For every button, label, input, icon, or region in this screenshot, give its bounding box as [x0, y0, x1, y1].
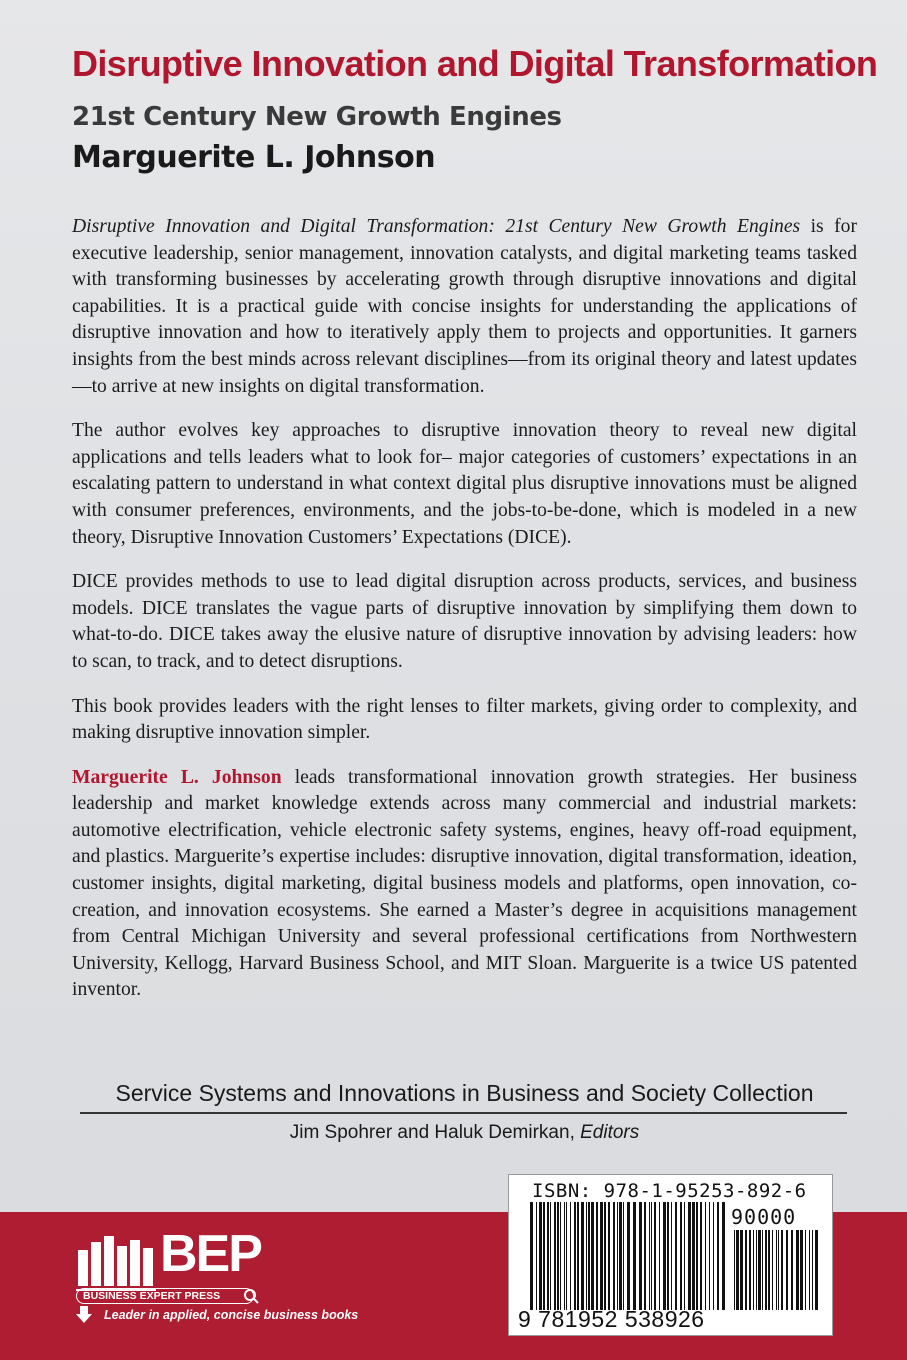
description-title-italic: Disruptive Innovation and Digital Transformation: 21st Century New Growth Engines [72, 216, 801, 237]
publisher-name: BUSINESS EXPERT PRESS [76, 1288, 254, 1304]
barcode-main-bars [530, 1202, 726, 1310]
barcode-bar [560, 1202, 561, 1310]
barcode-bar [684, 1202, 685, 1310]
barcode-bar [800, 1230, 803, 1310]
isbn-label: ISBN: 978-1-95253-892-6 [532, 1180, 807, 1202]
barcode-bar [604, 1202, 606, 1310]
barcode-bar [530, 1202, 533, 1310]
barcode-bar [762, 1230, 763, 1310]
collection-name: Service Systems and Innovations in Business and Society Collection [115, 1080, 814, 1106]
barcode-bar [554, 1202, 556, 1310]
publisher-tagline: Leader in applied, concise business books [104, 1308, 359, 1322]
barcode-bar [564, 1202, 565, 1310]
barcode-bar [570, 1202, 571, 1310]
description-paragraph-2: The author evolves key approaches to disruptive innovation theory to reveal new digital applications and tells leaders what to look for– major categories of customers’ expectations in an escalating pattern to understand in what context digital plus disruptive innovations must be aligned with consumer preferences, environments, and the jobs-to-be-done, which is modeled in a new theory, Disruptive Innovation Customers’ Expectations (DICE). [72, 420, 857, 548]
barcode-bar [772, 1230, 773, 1310]
barcode-bar [749, 1230, 751, 1310]
barcode-bar [740, 1230, 743, 1310]
barcode-bar [696, 1202, 698, 1310]
description-paragraph-1 [72, 214, 857, 400]
barcode-bar [608, 1202, 610, 1310]
barcode-bar [778, 1230, 779, 1310]
bio-author-name: Marguerite L. Johnson [72, 766, 282, 788]
barcode-bar [680, 1202, 682, 1310]
author-name: Marguerite L. Johnson [72, 140, 436, 175]
book-description [72, 214, 857, 1022]
barcode-bar [577, 1202, 579, 1310]
barcode-bar [550, 1202, 551, 1310]
barcode-bar [557, 1202, 559, 1310]
barcode-bar [736, 1230, 739, 1310]
barcode-bar [688, 1202, 691, 1310]
barcode-bar [671, 1202, 672, 1310]
barcode-bar [805, 1230, 806, 1310]
barcode-bar [547, 1202, 549, 1310]
barcode-bar [667, 1202, 669, 1310]
collection-editors [72, 1122, 857, 1144]
barcode-bar [581, 1202, 584, 1310]
barcode-bar [539, 1202, 542, 1310]
barcode-bar [623, 1202, 624, 1310]
book-title: Disruptive Innovation and Digital Transformation [72, 43, 878, 84]
description-paragraph-3: DICE provides methods to use to lead digital disruption across products, services, and business models. DICE translates the vague parts of disruptive innovation by simplifying them down to what-to-do. DICE takes away the elusive nature of disruptive innovation by advising leaders: how to scan, to track, and to detect disruptions. [72, 571, 857, 672]
barcode-bar [745, 1230, 747, 1310]
editors-names: Jim Spohrer and Haluk Demirkan, [289, 1122, 581, 1143]
barcode-bar [713, 1202, 714, 1310]
barcode-price-code: 90000 [731, 1205, 797, 1229]
barcode-bar [654, 1202, 656, 1310]
barcode-bar [768, 1230, 770, 1310]
collection-divider [80, 1112, 847, 1114]
description-paragraph-1-text: is for executive leadership, senior management, innovation catalysts, and digital marketing teams tasked with transforming businesses by accelerating growth through disruptive innovations and digital capabilities. It is a practical guide with concise insights for understanding the applications of disruptive innovation and how to iteratively apply them to projects and opportunities. It garners insights from the best minds across relevant disciplines—from its original theory and latest updates—to arrive at new insights on digital transformation. [72, 216, 857, 397]
barcode-digits: 9 781952 538926 [518, 1306, 705, 1332]
barcode-bar [705, 1202, 706, 1310]
barcode-bar [815, 1230, 818, 1310]
barcode-bar [586, 1202, 587, 1310]
barcode-bar [812, 1230, 813, 1310]
barcode-bar [613, 1202, 615, 1310]
book-subtitle: 21st Century New Growth Engines [72, 102, 562, 132]
barcode-bar [574, 1202, 576, 1310]
barcode-bar [776, 1230, 777, 1310]
barcode-bar [663, 1202, 666, 1310]
barcode-bar [765, 1230, 767, 1310]
barcode-bar [644, 1202, 646, 1310]
description-paragraph-4: This book provides leaders with the right lenses to filter markets, giving order to complexity, and making disruptive innovation simpler. [72, 695, 857, 744]
author-bio [72, 765, 857, 1004]
barcode-bar [756, 1230, 757, 1310]
barcode-bar [588, 1202, 590, 1310]
barcode-bar [734, 1230, 735, 1310]
barcode-bar [786, 1230, 788, 1310]
barcode-bar [543, 1202, 545, 1310]
barcode-bar [649, 1202, 650, 1310]
barcode-bar [617, 1202, 618, 1310]
barcode-bar [700, 1202, 702, 1310]
barcode-bar [639, 1202, 642, 1310]
barcode-bar [591, 1202, 594, 1310]
barcode-bar [627, 1202, 630, 1310]
editors-role: Editors [580, 1122, 640, 1143]
bio-text: leads transformational innovation growth strategies. Her business leadership and market knowledge extends across many commercial and industrial markets: automotive electrification, vehicle electronic safety systems, engines, heavy off-road equipment, and plastics. Marguerite’s expertise includes: disruptive innovation, digital transformation, ideation, customer insights, digital marketing, digital business models and platforms, open innovation, co-creation, and innovation ecosystems. She earned a Master’s degree in acquisitions management from Central Michigan University and several professional certifications from Northwestern University, Kellogg, Harvard Business School, and MIT Sloan. Marguerite is a twice US patented inventor. [72, 766, 857, 1001]
barcode-bar [781, 1230, 783, 1310]
barcode-bar [809, 1230, 810, 1310]
barcode-addon-bars [734, 1230, 820, 1310]
barcode-bar [791, 1230, 793, 1310]
barcode-bar [675, 1202, 677, 1310]
barcode-bar [536, 1202, 537, 1310]
barcode-bar [633, 1202, 636, 1310]
barcode-bar [600, 1202, 603, 1310]
barcode-bar [692, 1202, 695, 1310]
barcode-bar [596, 1202, 598, 1310]
barcode-bar [651, 1202, 652, 1310]
barcode-bar [758, 1230, 761, 1310]
barcode-bar [566, 1202, 567, 1310]
barcode-bar [796, 1230, 799, 1310]
barcode-bar [753, 1230, 754, 1310]
barcode-bar [722, 1202, 725, 1310]
barcode-bar [709, 1202, 710, 1310]
bep-logo-text: BEP [160, 1225, 261, 1283]
barcode-bar [717, 1202, 719, 1310]
barcode-bar [619, 1202, 622, 1310]
barcode-bar [659, 1202, 660, 1310]
